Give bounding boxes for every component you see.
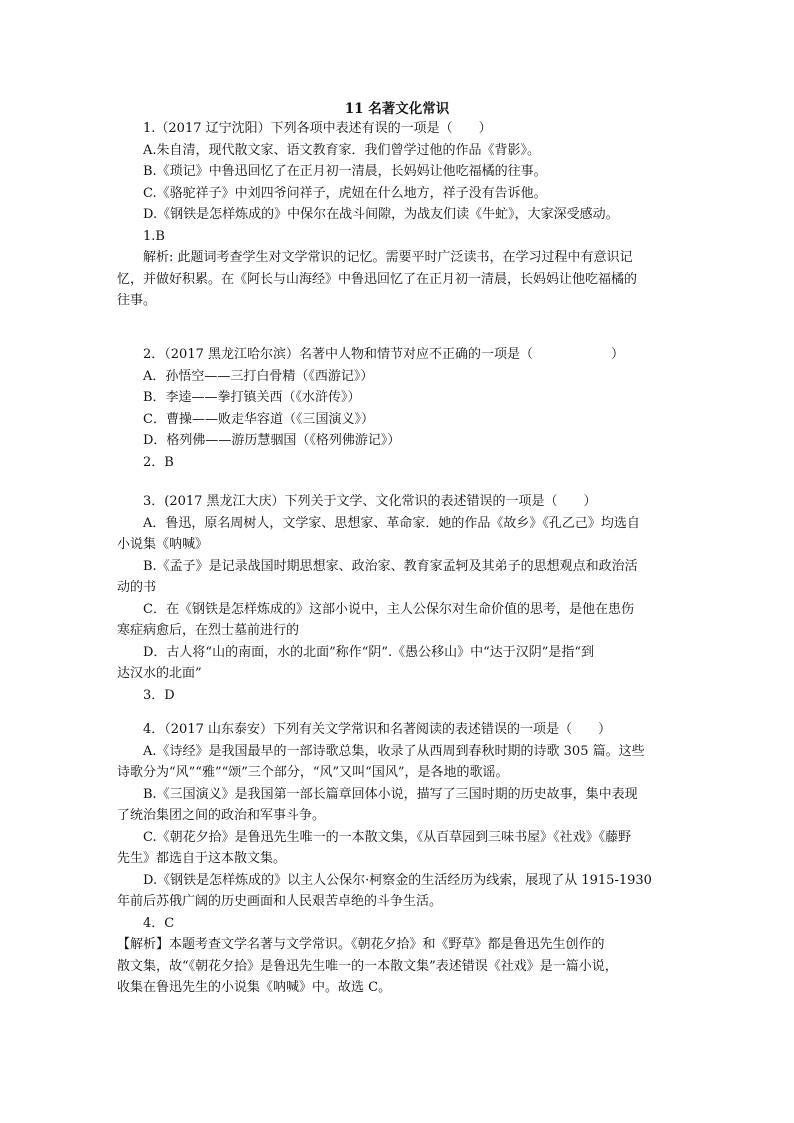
page-title: 11 名著文化常识 (344, 101, 450, 117)
q4-option-b-line-1: B.《三国演义》是我国第一部长篇章回体小说，描写了三国时期的历史故事，集中表现 (143, 786, 638, 802)
question-2 (117, 344, 677, 473)
q4-answer: 4．C (143, 915, 175, 931)
q2-option-b: B．李逵——拳打镇关西（《水浒传》） (143, 390, 361, 405)
q2-option-d: D．格列佛——游历慧骃国（《格列佛游记》） (143, 433, 401, 448)
q1-option-c: C.《骆驼祥子》中刘四爷问祥子，虎妞在什么地方，祥子没有告诉他。 (143, 185, 547, 201)
question-4 (117, 719, 677, 999)
q1-analysis-line-2: 忆，并做好积累。在《阿长与山海经》中鲁迅回忆了在正月初一清晨，长妈妈让他吃福橘的 (117, 271, 638, 287)
q4-option-b-line-2: 了统治集团之间的政治和军事斗争。 (117, 808, 326, 823)
q3-option-c-line-1: C．在《钢铁是怎样炼成的》这部小说中，主人公保尔对生命价值的思考，是他在患伤 (143, 601, 634, 617)
q3-option-b-line-2: 动的书 (117, 580, 157, 595)
q3-option-d-line-2: 达汉水的北面” (117, 666, 202, 681)
q1-option-b: B.《琐记》中鲁迅回忆了在正月初一清晨，长妈妈让他吃福橘的往事。 (143, 164, 547, 179)
q3-answer: 3．D (143, 687, 175, 703)
q3-option-c-line-2: 寒症病愈后，在烈士墓前进行的 (117, 623, 300, 638)
q1-option-a: A.朱自清，现代散文家、语文教育家．我们曾学过他的作品《背影》。 (143, 142, 541, 158)
q1-stem: 1.（2017 辽宁沈阳）下列各项中表述有误的一项是（ ） (143, 121, 492, 136)
q4-option-d-line-2: 年前后苏俄广阔的历史画面和人民艰苦卓绝的斗争生活。 (117, 894, 443, 909)
q1-analysis-line-3: 往事。 (117, 293, 157, 308)
q1-option-d: D.《钢铁是怎样炼成的》中保尔在战斗间隙，为战友们读《牛虻》，大家深受感动。 (143, 207, 619, 222)
q2-option-c: C．曹操——败走华容道（《三国演义》） (143, 411, 374, 427)
q4-option-c-line-2: 先生》都选自于这本散文集。 (117, 851, 287, 866)
q2-stem: 2．（2017 黑龙江哈尔滨）名著中人物和情节对应不正确的一项是（ ） (143, 347, 624, 362)
q4-option-a-line-1: A.《诗经》是我国最早的一部诗歌总集，收录了从西周到春秋时期的诗歌 305 篇。这些 (143, 743, 645, 759)
q2-option-a: A．孙悟空——三打白骨精（《西游记》） (143, 368, 374, 384)
q3-option-b-line-1: B.《孟子》是记录战国时期思想家、政治家、教育家孟轲及其弟子的思想观点和政治活 (143, 558, 638, 574)
q4-option-c-line-1: C.《朝花夕拾》是鲁迅先生唯一的一本散文集，《从百草园到三味书屋》《社戏》《藤野 (143, 829, 632, 845)
q2-answer: 2．B (143, 454, 174, 470)
q3-option-d-line-1: D．古人将“山的南面，水的北面”称作“阴”.《愚公移山》中“达于汉阴”是指“到 (143, 644, 595, 660)
q3-option-a-line-2: 小说集《呐喊》 (117, 537, 209, 552)
question-3 (117, 491, 677, 706)
q4-option-d-line-1: D.《钢铁是怎样炼成的》以主人公保尔·柯察金的生活经历为线索，展现了从 1915-1930 (143, 872, 652, 888)
q4-stem: 4．（2017 山东泰安）下列有关文学常识和名著阅读的表述错误的一项是（ ） (143, 722, 611, 737)
q1-answer: 1.B (143, 228, 165, 244)
q4-analysis-line-2: 散文集，故“《朝花夕拾》是鲁迅先生唯一的一本散文集”表述错误《社戏》是一篇小说， (117, 958, 618, 974)
q4-option-a-line-2: 诗歌分为“风”“雅”“颂”三个部分，“风”又叫“国风”，是各地的歌谣。 (117, 765, 509, 780)
q1-analysis-line-1: 解析: 此题词考查学生对文学常识的记忆。需要平时广泛读书，在学习过程中有意识记 (143, 250, 633, 265)
question-1 (117, 118, 677, 312)
q3-stem: 3．(2017 黑龙江大庆）下列关于文学、文化常识的表述错误的一项是（ ） (143, 494, 597, 509)
q4-analysis-line-3: 收集在鲁迅先生的小说集《呐喊》中。故选 C。 (117, 980, 392, 995)
q3-option-a-line-1: A．鲁迅，原名周树人，文学家、思想家、革命家．她的作品《故乡》《孔乙己》均选自 (143, 515, 640, 531)
q4-analysis-line-1: 【解析】本题考查文学名著与文学常识。《朝花夕拾》和《野草》都是鲁迅先生创作的 (117, 937, 605, 952)
